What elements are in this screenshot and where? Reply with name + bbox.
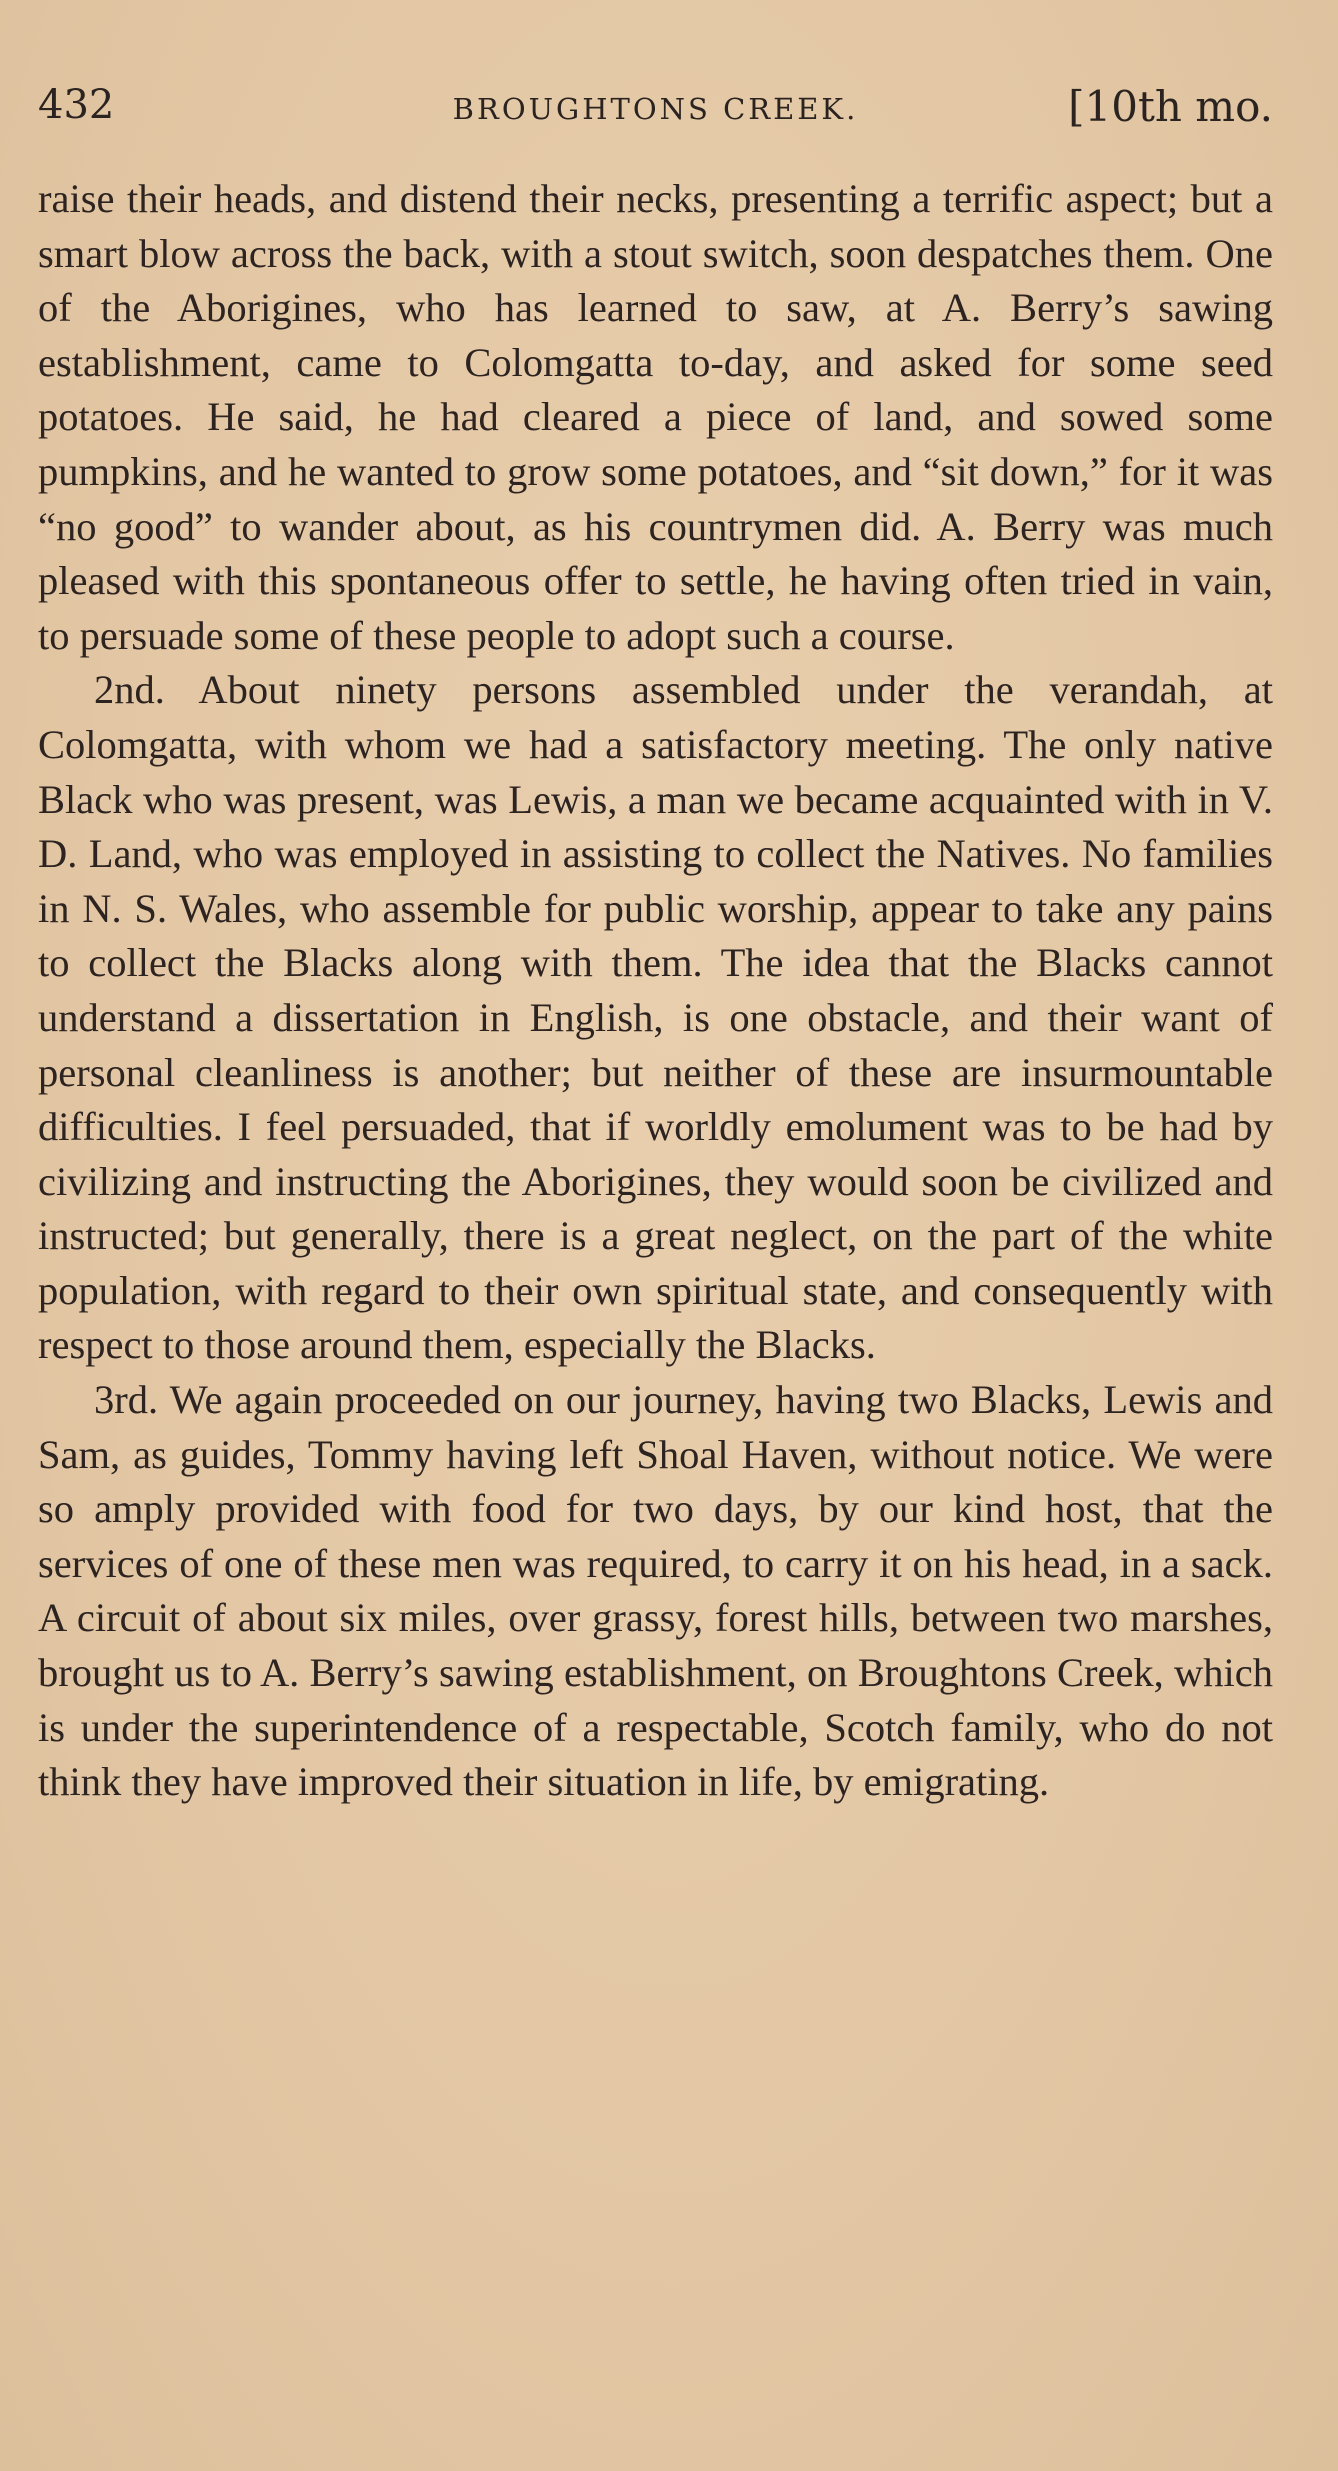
running-title: BROUGHTONS CREEK.: [452, 92, 859, 126]
paragraph-3rd: 3rd. We again proceeded on our journey, having two Blacks, Lewis and Sam, as guides, Tommy having left Shoal Haven, without notice. We were so amply provided with food for two days, by our kind host, that the services of one of these men was required, to carry it on his head, in a sack. A circuit of about six miles, over grassy, forest hills, between two marshes, brought us to A. Berry’s sawing establishment, on Broughtons Creek, which is under the superintendence of a respectable, Scotch family, who do not think they have improved their situation in life, by emigrating.: [38, 1377, 1273, 1805]
page-number: 432: [38, 82, 115, 128]
paragraph-continuation: raise their heads, and distend their necks, presenting a terrific aspect; but a smart blow across the back, with a stout switch, soon despatches them. One of the Aborigines, who has learned to saw, at A. Berry’s sawing establishment, came to Colomgatta to-day, and asked for some seed potatoes. He said, he had cleared a piece of land, and sowed some pumpkins, and he wanted to grow some potatoes, and “sit down,” for it was “no good” to wander about, as his countrymen did. A. Berry was much pleased with this spontaneous offer to settle, he having often tried in vain, to persuade some of these people to adopt such a course.: [38, 176, 1273, 658]
running-header: [38, 82, 1273, 142]
body-text: [38, 172, 1273, 1810]
running-date: [10th mo.: [1068, 82, 1273, 131]
paragraph-2nd: 2nd. About ninety persons assembled under the verandah, at Colomgatta, with whom we had a satisfactory meeting. The only native Black who was present, was Lewis, a man we became acquainted with in V. D. Land, who was employed in assisting to collect the Natives. No families in N. S. Wales, who assemble for public worship, appear to take any pains to collect the Blacks along with them. The idea that the Blacks cannot understand a dissertation in English, is one obstacle, and their want of personal cleanliness is another; but neither of these are insurmountable difficulties. I feel persuaded, that if worldly emolument was to be had by civilizing and instructing the Aborigines, they would soon be civilized and instructed; but generally, there is a great neglect, on the part of the white population, with regard to their own spiritual state, and consequently with respect to those around them, especially the Blacks.: [38, 667, 1273, 1368]
